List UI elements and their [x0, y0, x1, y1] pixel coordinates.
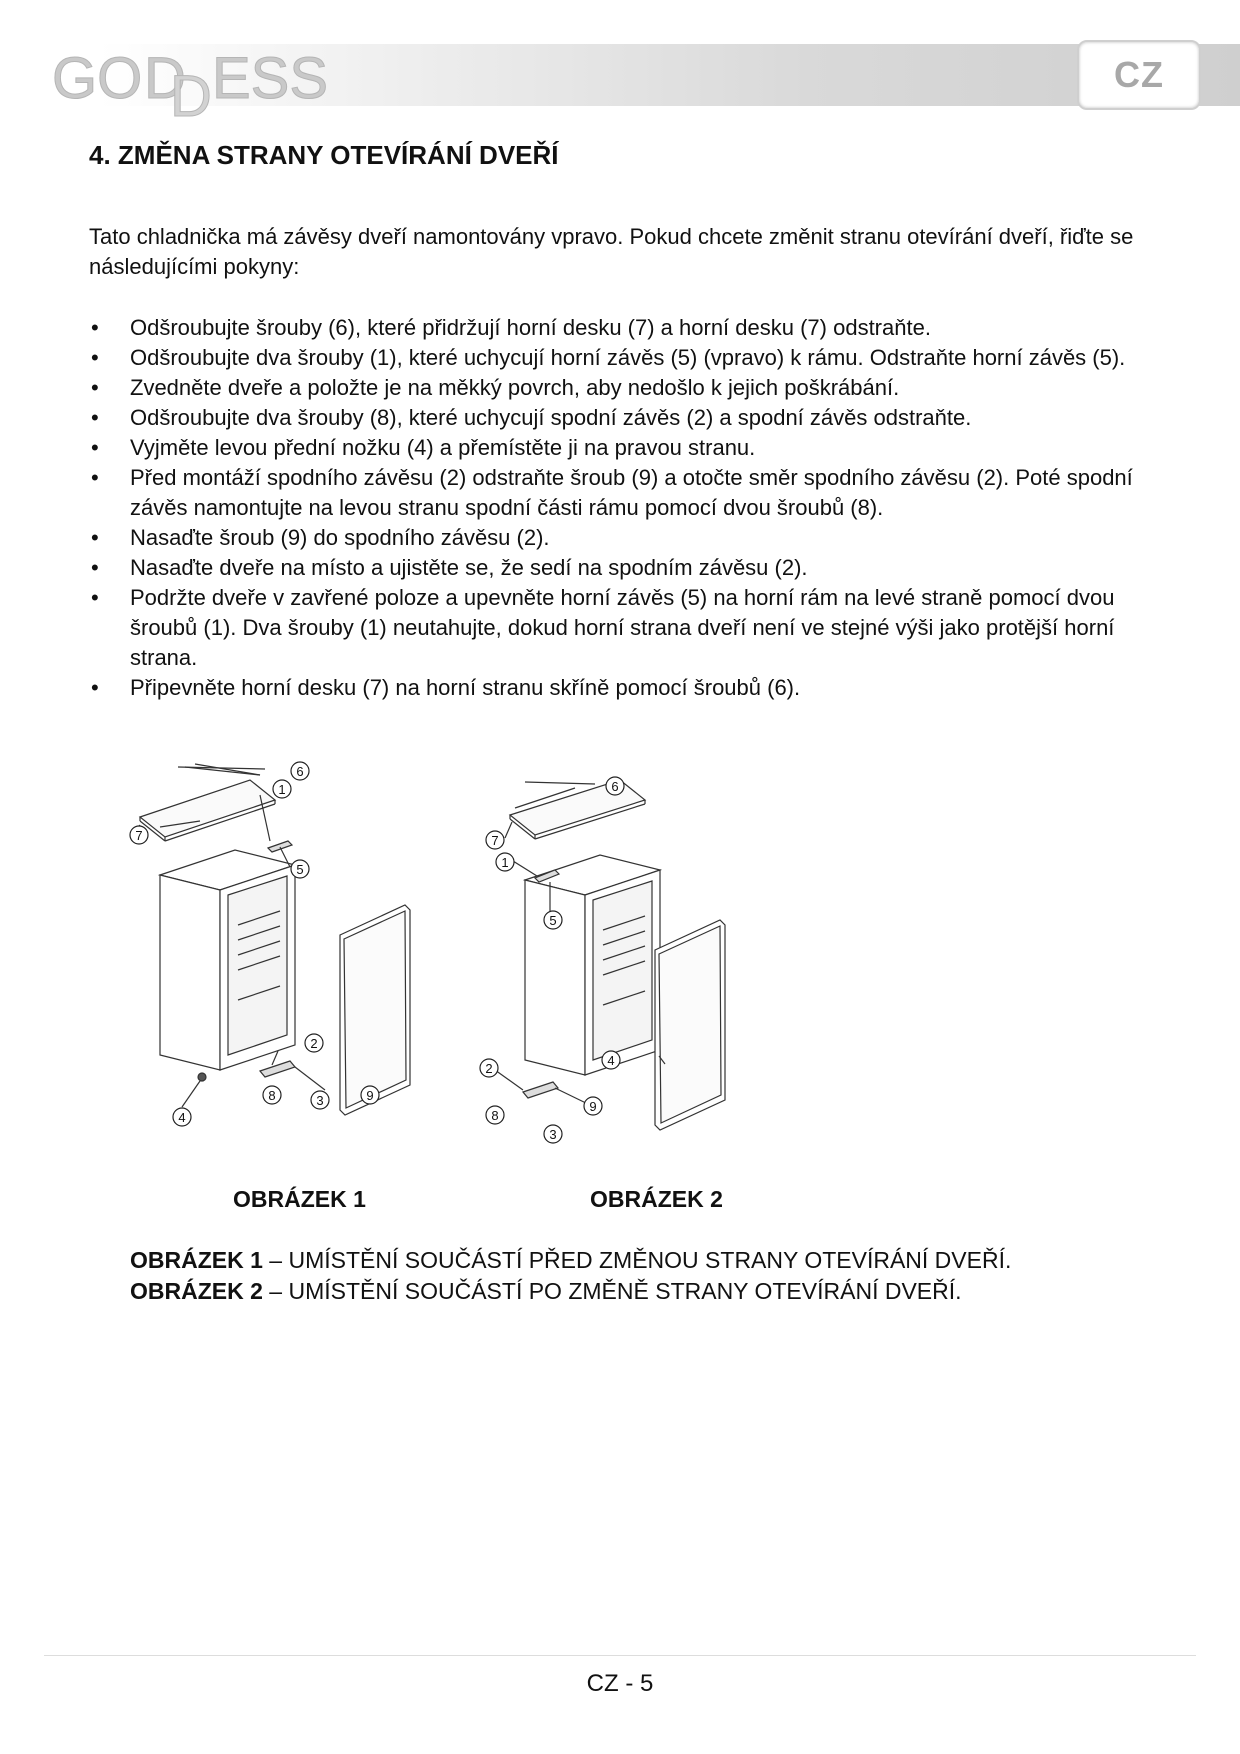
callout-7: 7: [491, 833, 499, 848]
callout-8: 8: [491, 1108, 499, 1123]
goddess-logo: [52, 40, 352, 129]
list-item: • Zvedněte dveře a položte je na měkký povrch, aby nedošlo k jejich poškrábání.: [89, 373, 1154, 403]
callout-6: 6: [611, 779, 619, 794]
callout-6: 6: [296, 764, 304, 779]
intro-paragraph: Tato chladnička má závěsy dveří namontovány vpravo. Pokud chcete změnit stranu otevírání dveří, řiďte se následujícími pokyny:: [89, 224, 1134, 279]
callout-9: 9: [589, 1099, 597, 1114]
caption-label: OBRÁZEK 2: [130, 1278, 263, 1304]
list-item: • Vyjměte levou přední nožku (4) a přemístěte ji na pravou stranu.: [89, 433, 1154, 463]
callout-3: 3: [316, 1093, 324, 1108]
callout-5: 5: [549, 913, 557, 928]
figure-2-label: OBRÁZEK 2: [590, 1186, 723, 1212]
callout-1: 1: [501, 855, 509, 870]
svg-text:GO: GO: [52, 46, 143, 111]
svg-text:D: D: [144, 46, 186, 111]
figure-1-label: OBRÁZEK 1: [233, 1186, 366, 1212]
callout-2: 2: [310, 1036, 318, 1051]
caption-figure-2: [130, 1278, 962, 1305]
language-badge: CZ: [1077, 40, 1201, 110]
caption-label: OBRÁZEK 1: [130, 1247, 263, 1273]
list-item: • Před montáží spodního závěsu (2) odstraňte šroub (9) a otočte směr spodního závěsu (2). Poté spodní závěs namontujte na levou stranu spodní části rámu pomocí dvou šroubů (8).: [89, 463, 1154, 523]
list-item: • Odšroubujte dva šrouby (1), které uchycují horní závěs (5) (vpravo) k rámu. Odstraňte horní závěs (5).: [89, 343, 1154, 373]
figure-1-diagram: [120, 755, 480, 1135]
list-item: • Nasaďte šroub (9) do spodního závěsu (2).: [89, 523, 1154, 553]
callout-8: 8: [268, 1088, 276, 1103]
callout-3: 3: [549, 1127, 557, 1142]
page-number: CZ - 5: [586, 1670, 654, 1697]
svg-text:D: D: [170, 64, 212, 129]
callout-5: 5: [296, 862, 304, 877]
section-title: 4. ZMĚNA STRANY OTEVÍRÁNÍ DVEŘÍ: [89, 140, 559, 170]
instruction-list: [89, 313, 1154, 703]
svg-text:ESS: ESS: [212, 46, 329, 111]
list-item: • Podržte dveře v zavřené poloze a upevněte horní závěs (5) na horní rám na levé straně pomocí dvou šroubů (1). Dva šrouby (1) neutahujte, dokud horní strana dveří není ve stejné výši jako protější horní strana.: [89, 583, 1154, 673]
callout-4: 4: [178, 1110, 186, 1125]
figure-2-diagram: [485, 770, 825, 1155]
callout-9: 9: [366, 1088, 374, 1103]
callout-7: 7: [135, 828, 143, 843]
callout-1: 1: [278, 782, 286, 797]
callout-4: 4: [607, 1053, 615, 1068]
caption-text: – UMÍSTĚNÍ SOUČÁSTÍ PŘED ZMĚNOU STRANY OTEVÍRÁNÍ DVEŘÍ.: [262, 1247, 1012, 1273]
list-item: • Odšroubujte šrouby (6), které přidržují horní desku (7) a horní desku (7) odstraňte.: [89, 313, 1154, 343]
callout-2: 2: [485, 1061, 493, 1076]
caption-text: – UMÍSTĚNÍ SOUČÁSTÍ PO ZMĚNĚ STRANY OTEVÍRÁNÍ DVEŘÍ.: [262, 1278, 962, 1304]
list-item: • Nasaďte dveře na místo a ujistěte se, že sedí na spodním závěsu (2).: [89, 553, 1154, 583]
list-item: • Odšroubujte dva šrouby (8), které uchycují spodní závěs (2) a spodní závěs odstraňte.: [89, 403, 1154, 433]
footer-divider: [44, 1655, 1196, 1656]
caption-figure-1: [130, 1247, 1011, 1274]
list-item: • Připevněte horní desku (7) na horní stranu skříně pomocí šroubů (6).: [89, 673, 1154, 703]
